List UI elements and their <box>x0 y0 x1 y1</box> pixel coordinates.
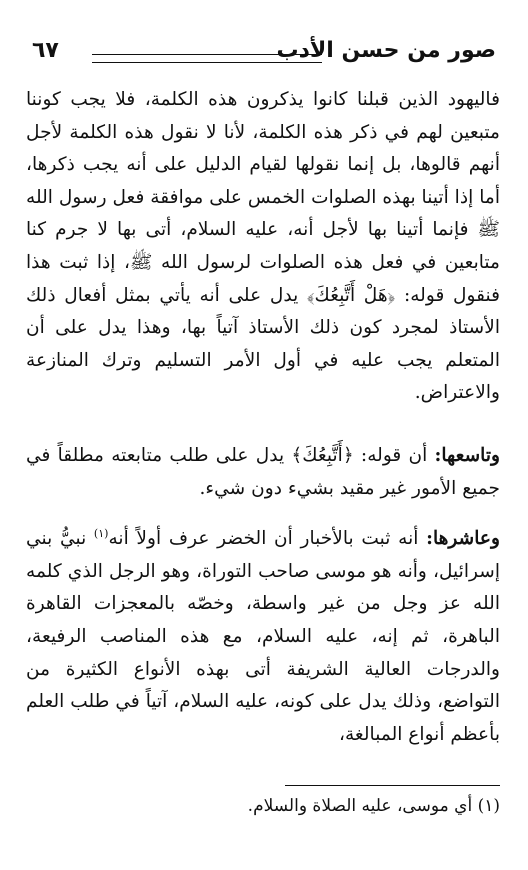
paragraph-3-text-b: نبيُّ بني إسرائيل، وأنه هو موسى صاحب التوراة، وهو الرجل الذي كلمه الله عز وجل من غير واسطة، وخصّه بالمعجزات القاهرة الباهرة، ثم إنه، عليه السلام، مع هذه المناصب الرفيعة، والدرجات العالية الشريفة أتى بهذه الأنواع الكثيرة من التواضع، وذلك يدل على كونه، عليه السلام، آتياً في طلب العلم بأعظم أنواع المبالغة، <box>26 528 500 745</box>
paragraph-3-text-a: أنه ثبت بالأخبار أن الخضر عرف أولاً أنه <box>108 528 427 550</box>
footnote-divider <box>285 785 500 786</box>
paragraph-1: فاليهود الذين قبلنا كانوا يذكرون هذه الكلمة، فلا يجب كوننا متبعين لهم في ذكر هذه الكلمة، لأنا لا نقول هذه الكلمة لأجل أنهم قالوها، بل إنما نقولها لقيام الدليل على أنه يجب ذكرها، أما إذا أتينا بهذه الصلوات الخمس على موافقة فعل رسول الله ﷺ فإنما أتينا بها لأجل أنه، عليه السلام، أتى بها لا جرم كنا متابعين في فعل هذه الصلوات لرسول الله ﷺ، إذا ثبت هذا فنقول قوله: ﴿هَلْ أَتَّبِعُكَ﴾ يدل على أنه يأتي بمثل أفعال ذلك الأستاذ لمجرد كون ذلك الأستاذ آتياً بها، وهذا يدل على أن المتعلم يجب عليه في أول الأمر التسليم وترك المنازعة والاعتراض. <box>26 89 500 404</box>
running-title: صور من حسن الأدب <box>276 38 496 63</box>
footnote-reference[interactable]: (١) <box>93 526 109 540</box>
paragraph-3-lead: وعاشرها: <box>426 528 501 550</box>
paragraph-2-lead: وتاسعها: <box>434 444 500 466</box>
footnote-text: أي موسى، عليه الصلاة والسلام. <box>247 796 478 816</box>
running-header <box>30 34 498 74</box>
page-number: ٦٧ <box>32 38 59 63</box>
footnote-number: (١) <box>477 796 500 816</box>
page-body <box>26 84 500 769</box>
paragraph-3 <box>26 523 500 751</box>
footnote <box>26 792 500 820</box>
paragraph-2-text: أن قوله: ﴿أَتَّبِعُكَ﴾ يدل على طلب متابعته مطلقاً في جميع الأمور غير مقيد بشيء دون شيء. <box>26 444 500 499</box>
paragraph-2 <box>26 440 500 505</box>
header-double-rule <box>92 54 322 63</box>
